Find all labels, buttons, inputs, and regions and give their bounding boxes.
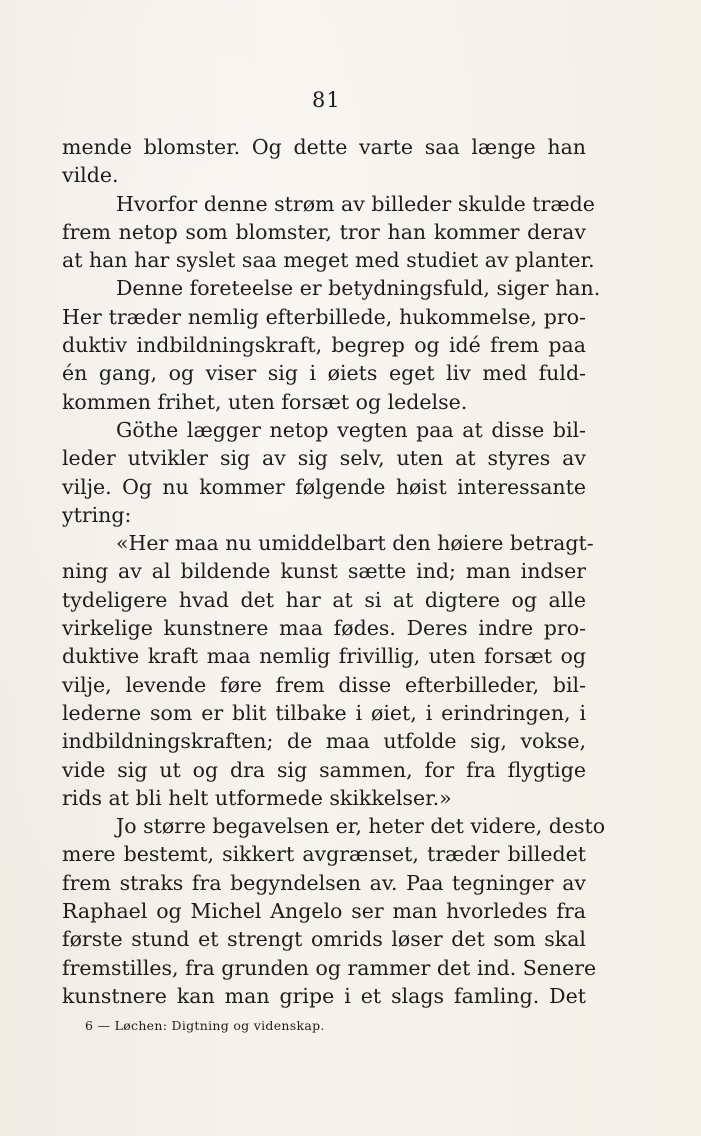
text-line: duktive kraft maa nemlig frivillig, uten forsæt og bbox=[62, 644, 586, 669]
text-line: mende blomster. Og dette varte saa længe han bbox=[62, 135, 586, 159]
text-line: vilje. Og nu kommer følgende høist interessante bbox=[62, 474, 586, 499]
text-line: vilde. bbox=[62, 163, 119, 188]
text-line: fremstilles, fra grunden og rammer det ind. Senere bbox=[62, 955, 597, 980]
text-line: Hvorfor denne strøm av billeder skulde træde bbox=[116, 191, 595, 216]
text-line: kunstnere kan man gripe i et slags famling. Det bbox=[62, 983, 586, 1008]
text-line: leder utvikler sig av sig selv, uten at styres av bbox=[62, 446, 586, 471]
text-line: frem straks fra begyndelsen av. Paa tegninger av bbox=[62, 870, 586, 895]
text-line: virkelige kunstnere maa fødes. Deres indre pro- bbox=[62, 616, 586, 641]
page-number: 81 bbox=[312, 88, 341, 112]
text-line: at han har syslet saa meget med studiet av planter. bbox=[62, 248, 595, 273]
body-text bbox=[62, 133, 606, 1010]
text-line: ning av al bildende kunst sætte ind; man indser bbox=[62, 559, 586, 584]
text-line: Her træder nemlig efterbillede, hukommelse, pro- bbox=[62, 304, 586, 329]
text-line: Göthe lægger netop vegten paa at disse bil- bbox=[116, 417, 586, 442]
text-line: «Her maa nu umiddelbart den høiere betragt- bbox=[116, 531, 594, 556]
text-line: frem netop som blomster, tror han kommer derav bbox=[62, 219, 586, 244]
text-line: vilje, levende føre frem disse efterbilleder, bil- bbox=[62, 672, 586, 697]
text-line: tydeligere hvad det har at si at digtere og alle bbox=[62, 587, 586, 612]
text-line: indbildningskraften; de maa utfolde sig, vokse, bbox=[62, 729, 586, 754]
text-line: én gang, og viser sig i øiets eget liv med fuld- bbox=[62, 361, 586, 386]
text-line: vide sig ut og dra sig sammen, for fra flygtige bbox=[62, 757, 586, 782]
text-line: Jo større begavelsen er, heter det videre, desto bbox=[116, 814, 606, 839]
text-line: første stund et strengt omrids løser det som skal bbox=[62, 927, 586, 952]
signature-footer: 6 — Løchen: Digtning og videnskap. bbox=[85, 1018, 325, 1033]
text-line: kommen frihet, uten forsæt og ledelse. bbox=[62, 389, 468, 414]
text-line: rids at bli helt utformede skikkelser.» bbox=[62, 785, 452, 810]
text-line: Raphael og Michel Angelo ser man hvorledes fra bbox=[62, 899, 586, 924]
text-line: duktiv indbildningskraft, begrep og idé frem paa bbox=[62, 333, 586, 358]
text-line: Denne foreteelse er betydningsfuld, siger han. bbox=[116, 276, 601, 301]
text-line: lederne som er blit tilbake i øiet, i erindringen, i bbox=[62, 700, 586, 725]
text-line: mere bestemt, sikkert avgrænset, træder billedet bbox=[62, 842, 586, 867]
text-line: ytring: bbox=[62, 502, 132, 527]
